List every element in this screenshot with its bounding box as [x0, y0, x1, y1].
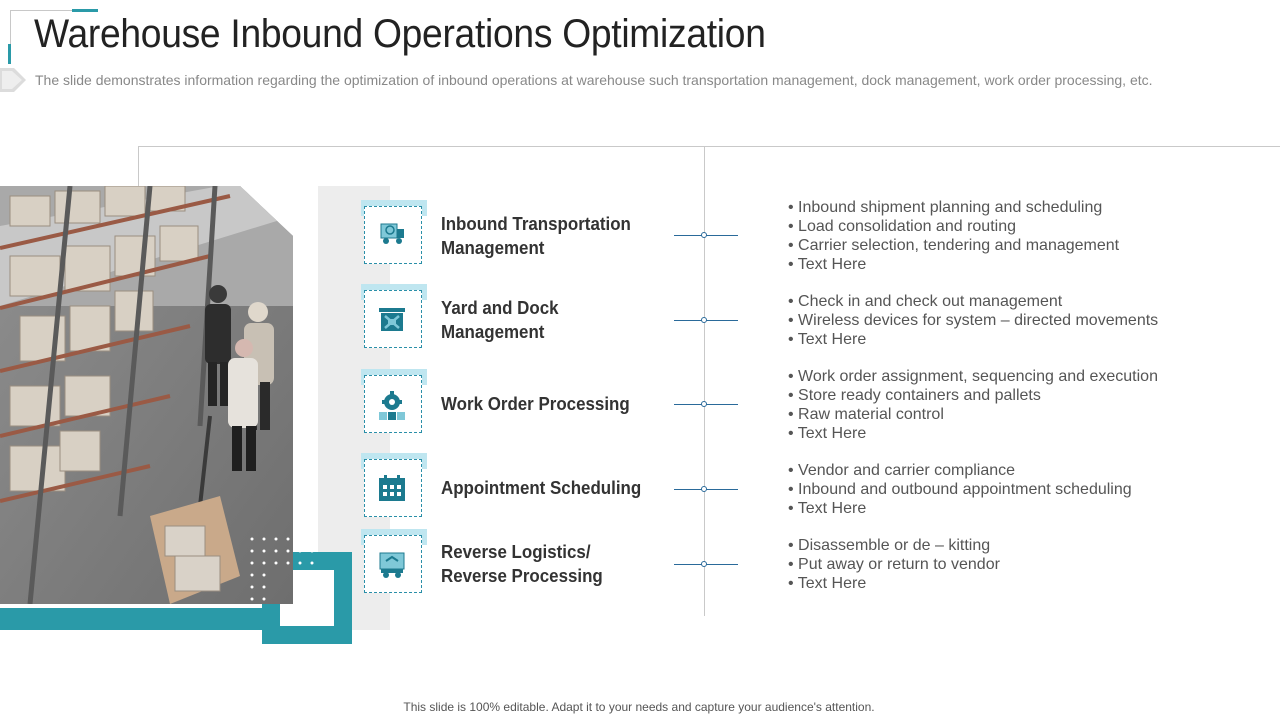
list-item: • Text Here	[788, 256, 867, 273]
gear-boxes-icon	[377, 391, 407, 421]
row-label	[441, 296, 559, 344]
row-label-line1: Inbound Transportation	[441, 214, 631, 234]
dock-icon	[377, 306, 407, 334]
list-item: • Text Here	[788, 500, 867, 517]
row-label-line1: Yard and Dock	[441, 298, 559, 318]
row-label	[441, 212, 631, 260]
truck-icon	[377, 222, 407, 248]
list-item: • Text Here	[788, 331, 867, 348]
list-item: • Inbound and outbound appointment scheduling	[788, 481, 1132, 498]
calendar-icon	[377, 475, 407, 503]
list-item: • Carrier selection, tendering and management	[788, 237, 1120, 254]
bullet-list	[788, 292, 1158, 349]
list-item: • Store ready containers and pallets	[788, 387, 1041, 404]
list-item: • Check in and check out management	[788, 293, 1063, 310]
connector-dot	[701, 561, 707, 567]
row-label-line2: Management	[441, 238, 545, 258]
connector-dot	[701, 232, 707, 238]
row-label-line1: Appointment Scheduling	[441, 478, 642, 498]
decorative-dot-grid	[248, 535, 318, 605]
list-item: • Inbound shipment planning and scheduling	[788, 199, 1103, 216]
list-item: • Text Here	[788, 425, 867, 442]
list-item: • Load consolidation and routing	[788, 218, 1016, 235]
frame-left-line	[138, 146, 139, 186]
row-label-line1: Work Order Processing	[441, 394, 630, 414]
frame-top-line	[138, 146, 1280, 147]
list-item: • Put away or return to vendor	[788, 556, 1000, 573]
row-label	[441, 540, 603, 588]
row-label-line2: Reverse Processing	[441, 566, 603, 586]
row-label-line1: Reverse Logistics/	[441, 542, 591, 562]
row-label	[441, 392, 630, 416]
list-item: • Text Here	[788, 575, 867, 592]
list-item: • Vendor and carrier compliance	[788, 462, 1016, 479]
icon-box	[359, 453, 427, 519]
icon-box	[359, 284, 427, 350]
list-item: • Work order assignment, sequencing and execution	[788, 368, 1158, 385]
bullet-list	[788, 461, 1132, 518]
icon-box	[359, 200, 427, 266]
bullet-list	[788, 198, 1119, 274]
photo-accent-bar	[0, 608, 262, 630]
row-label	[441, 476, 641, 500]
row-label-line2: Management	[441, 322, 545, 342]
timeline-vertical-line	[704, 146, 705, 616]
connector-dot	[701, 486, 707, 492]
icon-box	[359, 529, 427, 595]
footer-note: This slide is 100% editable. Adapt it to your needs and capture your audience's attention.	[403, 700, 875, 714]
bullet-list	[788, 367, 1158, 443]
icon-box	[359, 369, 427, 435]
connector-dot	[701, 317, 707, 323]
bullet-list	[788, 536, 1000, 593]
list-item: • Disassemble or de – kitting	[788, 537, 991, 554]
page-subtitle: The slide demonstrates information regarding the optimization of inbound operations at warehouse such transportation management, dock management, work order processing, etc.	[35, 72, 1153, 88]
list-item: • Raw material control	[788, 406, 944, 423]
return-truck-icon	[377, 551, 407, 579]
connector-dot	[701, 401, 707, 407]
list-item: • Wireless devices for system – directed movements	[788, 312, 1159, 329]
page-title: Warehouse Inbound Operations Optimization	[34, 12, 766, 56]
